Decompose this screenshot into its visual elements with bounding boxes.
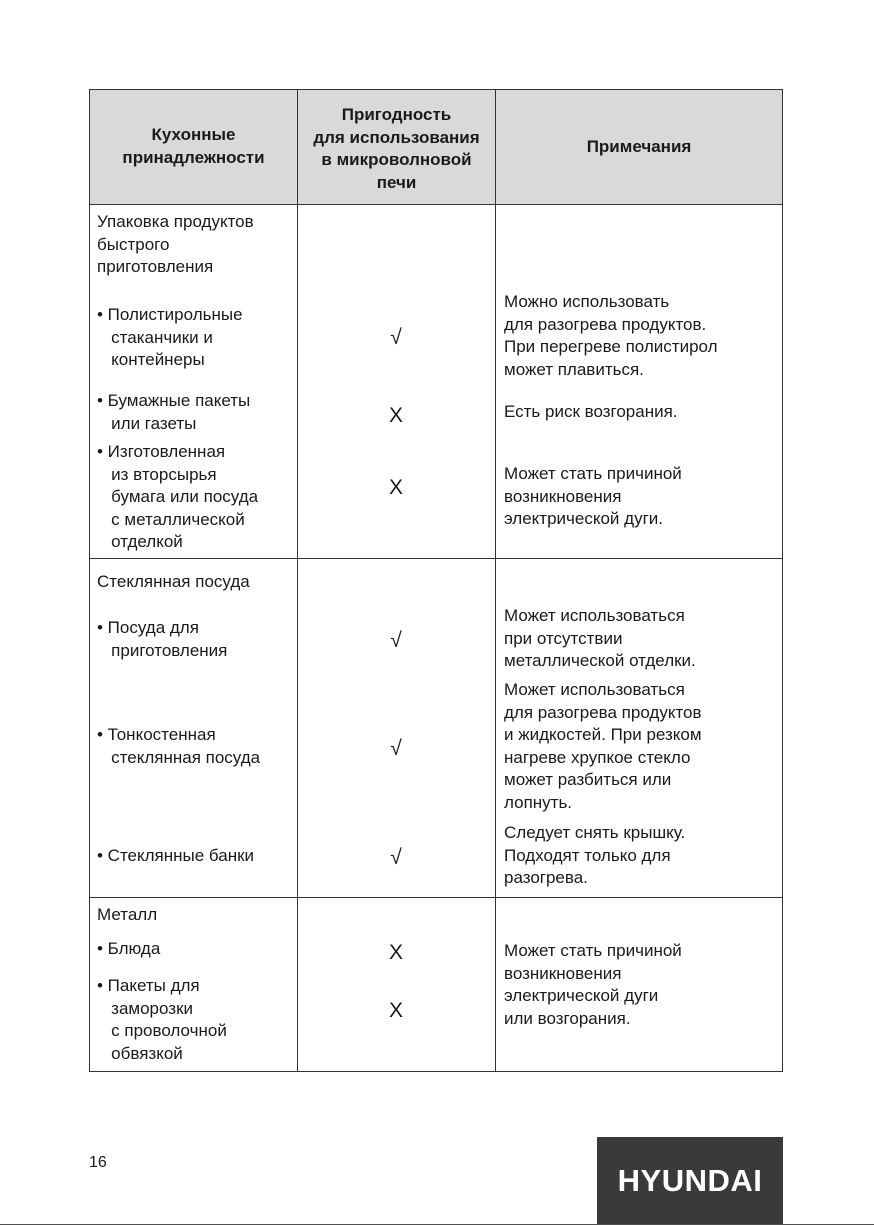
checkmark-icon: √: [390, 326, 402, 349]
brand-logo: [597, 1137, 783, 1224]
item-metal-dishes: • Блюда: [97, 939, 161, 958]
checkmark-icon: √: [390, 846, 402, 869]
group-title-metal: Металл: [97, 905, 158, 924]
checkmark-icon: √: [390, 629, 402, 652]
brand-logo-text: HYUNDAI: [617, 1162, 763, 1198]
note-recycled-paper: Может стать причиной возникновения электрической дуги.: [504, 464, 682, 528]
note-polystyrene: Можно использовать для разогрева продуктов. При перегреве полистирол может плавиться.: [504, 292, 718, 379]
note-cooking-glassware: Может использоваться при отсутствии металлической отделки.: [504, 606, 696, 670]
note-thin-glassware: Может использоваться для разогрева продуктов и жидкостей. При резком нагреве хрупкое стекло может разбиться или лопнуть.: [504, 680, 702, 812]
item-recycled-paper: • Изготовленная из вторсырья бумага или посуда с металлической отделкой: [97, 442, 259, 551]
group-divider-glass: [89, 558, 783, 559]
cross-icon: X: [388, 476, 403, 499]
header-divider: [89, 204, 783, 205]
header-suitability: Пригодность для использования в микроволновой печи: [313, 105, 480, 192]
item-thin-glassware: • Тонкостенная стеклянная посуда: [97, 725, 261, 767]
item-freezer-bags: • Пакеты для заморозки с проволочной обвязкой: [97, 976, 227, 1063]
item-polystyrene: • Полистирольные стаканчики и контейнеры: [97, 305, 243, 369]
page-number: 16: [89, 1154, 107, 1171]
column-divider-1: [297, 89, 298, 1071]
item-paper-bags: • Бумажные пакеты или газеты: [97, 391, 251, 433]
column-divider-2: [495, 89, 496, 1071]
checkmark-icon: √: [390, 737, 402, 760]
item-cooking-glassware: • Посуда для приготовления: [97, 618, 228, 660]
cross-icon: X: [388, 941, 403, 964]
note-metal: Может стать причиной возникновения электрической дуги или возгорания.: [504, 941, 682, 1028]
cross-icon: X: [388, 404, 403, 427]
page-bottom-rule: [0, 1224, 874, 1225]
item-glass-jars: • Стеклянные банки: [97, 846, 255, 865]
group-title-glass: Стеклянная посуда: [97, 572, 250, 591]
group-divider-metal: [89, 897, 783, 898]
header-notes: Примечания: [586, 137, 692, 156]
note-glass-jars: Следует снять крышку. Подходят только для разогрева.: [504, 823, 686, 887]
note-paper-bags: Есть риск возгорания.: [504, 402, 678, 421]
header-utensils: Кухонные принадлежности: [122, 125, 265, 167]
cross-icon: X: [388, 999, 403, 1022]
group-title-fast-food: Упаковка продуктов быстрого приготовления: [97, 212, 254, 276]
